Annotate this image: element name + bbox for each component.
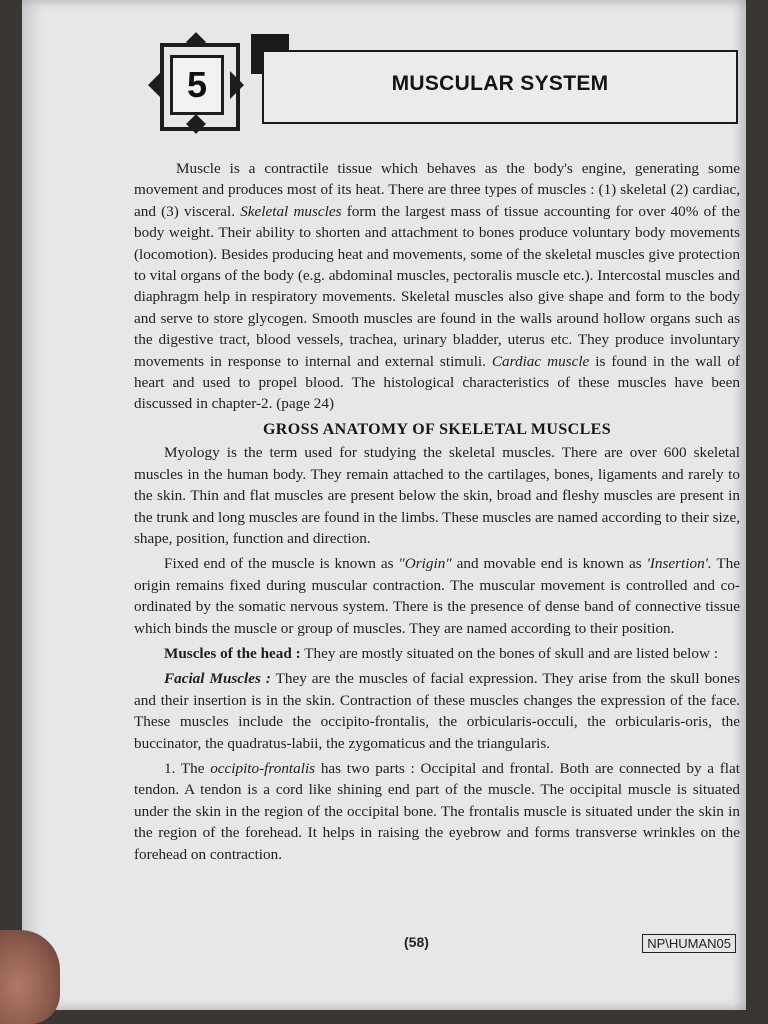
origin-lead: Fixed end of the muscle is known as: [164, 555, 399, 573]
insertion-term: 'Insertion'.: [646, 555, 712, 573]
chapter-title-box: [262, 50, 738, 124]
book-code: NP\HUMAN05: [642, 934, 736, 953]
chapter-emblem: [148, 35, 244, 131]
intro-term-cardiac: Cardiac muscle: [491, 352, 590, 370]
chapter-number: 5: [186, 64, 208, 105]
head-muscles-paragraph: [134, 643, 740, 664]
page-body: [134, 158, 740, 869]
intro-term-skeletal: Skeletal muscles: [240, 202, 342, 220]
intro-lead: Muscle is a contractile tissue which behaves as the body's engine, generating some movement and produces most of its heat. There are three types of muscles : (1) skeletal (2) cardiac, and (3) visceral.: [134, 160, 740, 220]
origin-mid: and movable end is known as: [451, 555, 647, 573]
page-number: (58): [404, 934, 429, 950]
item1-text: has two parts : Occipital and frontal. Both are connected by a flat tendon. A tendon is a cord like shining end part of the muscle. The occipital muscle is situated under the skin in the region of the occipital bone. The frontalis muscle is situated under the skin in the region of the forehead. It helps in raising the eyebrow and forms transverse wrinkles on the forehead on contraction.: [134, 759, 740, 863]
section-heading: GROSS ANATOMY OF SKELETAL MUSCLES: [262, 420, 612, 438]
facial-muscles-text: They are the muscles of facial expression. They arise from the skull bones and their insertion is in the skin. Contraction of these muscles changes the expression of the face. These muscles include the occipito-frontalis, the orbicularis-occuli, the orbicularis-oris, the buccinator, the quadratus-labii, the zygomaticus and the triangularis.: [134, 670, 740, 752]
origin-tail: The origin remains fixed during muscular contraction. The muscular movement is controlled and co-ordinated by the somatic nervous system. There is the presence of dense band of connective tissue which binds the muscle or group of muscles. They are named according to their position.: [134, 555, 740, 637]
chapter-title: MUSCULAR SYSTEM: [391, 72, 609, 95]
page-footer: [134, 934, 734, 956]
origin-paragraph: [134, 553, 740, 639]
myology-paragraph: Myology is the term used for studying the skeletal muscles. There are over 600 skeletal muscles in the human body. They remain attached to the cartilages, bones, ligaments and rarely to the skin. Thin and flat muscles are present below the skin, broad and fleshy muscles are present in the trunk and long muscles are found in the limbs. These muscles are named according to their size, shape, position, function and direction.: [134, 444, 740, 547]
intro-paragraph: [134, 158, 740, 415]
facial-muscles-label: Facial Muscles :: [164, 670, 271, 688]
thumb-image: [0, 930, 60, 1024]
intro-mid: form the largest mass of tissue accounting for over 40% of the body weight. Their ability to shorten and attachment to bones produce voluntary body movements (locomotion). Besides producing heat and movements, some of the skeletal muscles give protection to vital organs of the body (e.g. abdominal muscles, pectoralis muscle etc.). Intercostal muscles and diaphragm help in respiratory movements. Skeletal muscles also give shape and form to the body and serve to store glycogen. Smooth muscles are found in the walls around hollow organs such as the digestive tract, blood vessels, trachea, urinary bladder, uterus etc. They produce involuntary movements in response to internal and external stimuli.: [134, 202, 740, 370]
origin-term: "Origin": [398, 555, 452, 573]
item1-term: occipito-frontalis: [210, 759, 316, 777]
book-page: [22, 0, 746, 1010]
item1-lead: 1. The: [164, 759, 211, 777]
head-muscles-label: Muscles of the head :: [164, 644, 301, 662]
occipito-frontalis-paragraph: [134, 758, 740, 865]
facial-muscles-paragraph: [134, 668, 740, 754]
head-muscles-text: They are mostly situated on the bones of skull and are listed below :: [300, 644, 718, 662]
emblem-inner: [170, 55, 224, 115]
intro-tail: is found in the wall of heart and used to propel blood. The histological characteristics of these muscles have been discussed in chapter-2. (page 24): [134, 352, 740, 413]
emblem-arrow-right: [230, 71, 244, 99]
